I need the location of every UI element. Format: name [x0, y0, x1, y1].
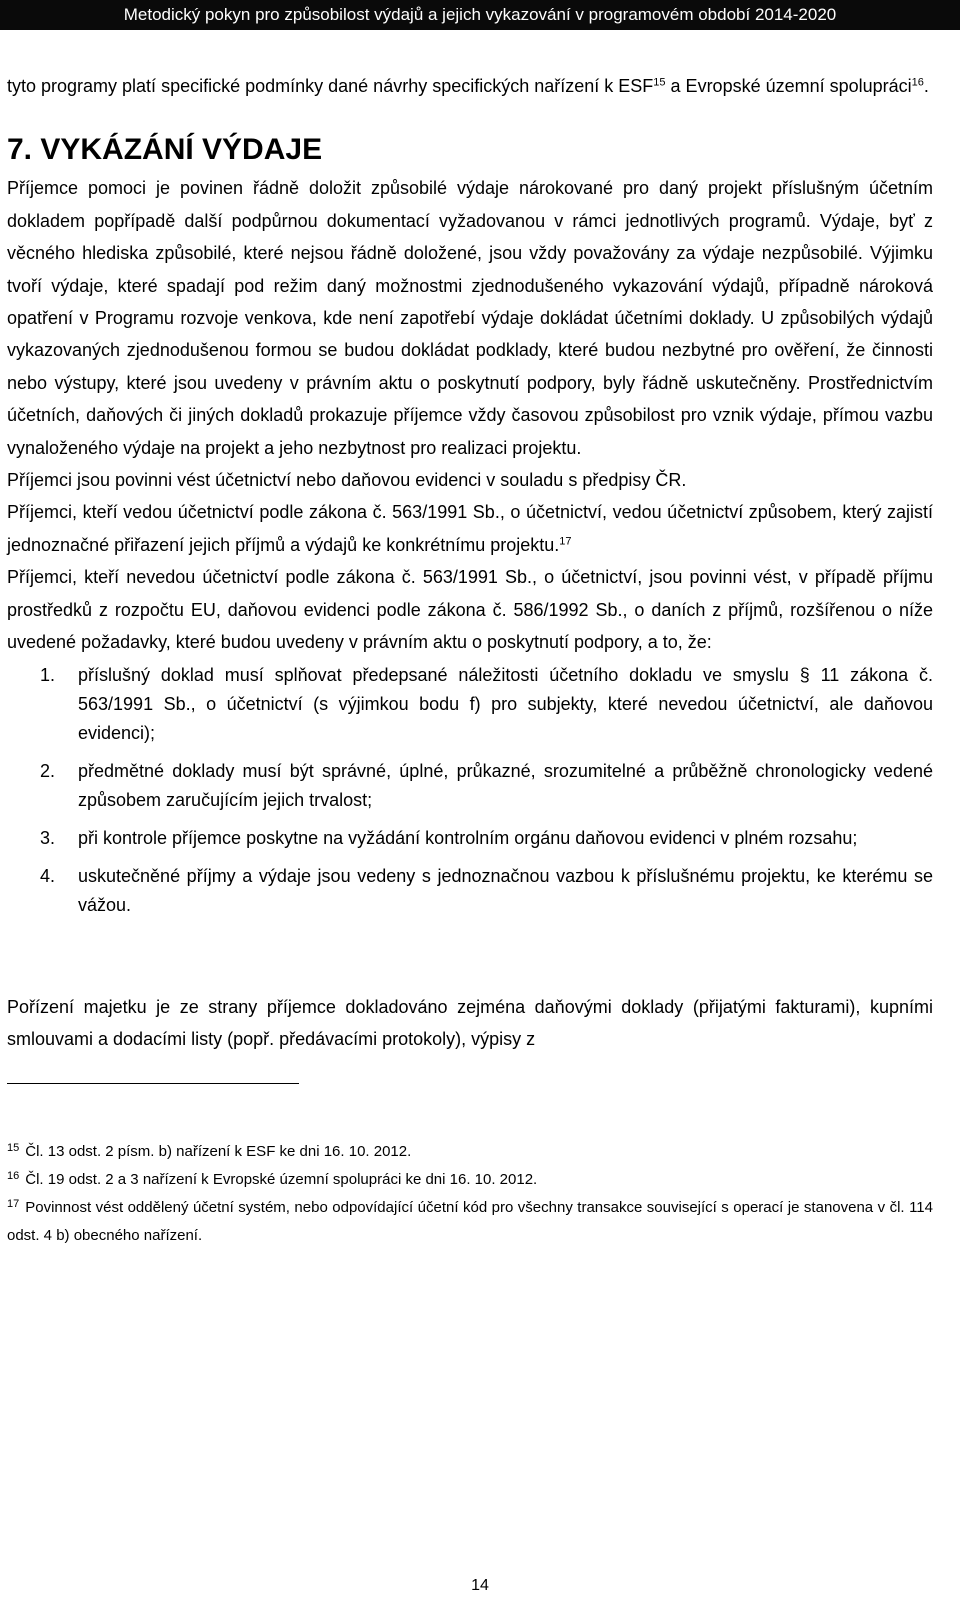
- list-item-number: 1.: [40, 664, 56, 685]
- list-item: [7, 824, 933, 853]
- list-item-text: příslušný doklad musí splňovat předepsané náležitosti účetního dokladu ve smyslu § 11 zákona č. 563/1991 Sb., o účetnictví (s výjimkou bodu f) pro subjekty, které nevedou účetnictví, ale daňovou evidenci);: [78, 664, 933, 743]
- footnote-number: 17: [7, 1197, 20, 1210]
- spacer: [7, 929, 933, 991]
- header-title: Metodický pokyn pro způsobilost výdajů a jejich vykazování v programovém období 2014-2020: [123, 5, 837, 24]
- footnote-text: Čl. 13 odst. 2 písm. b) nařízení k ESF ke dni 16. 10. 2012.: [25, 1143, 412, 1161]
- list-item-number: 4.: [40, 865, 56, 886]
- footnotes: [7, 1138, 933, 1250]
- paragraph-4: Příjemci, kteří nevedou účetnictví podle zákona č. 563/1991 Sb., o účetnictví, jsou povinni vést, v případě příjmu prostředků z rozpočtu EU, daňovou evidenci podle zákona č. 586/1992 Sb., o daních z příjmů, rozšířenou o níže uvedené požadavky, které budou uvedeny v právním aktu o poskytnutí podpory, a to, že:: [7, 567, 933, 653]
- list-item-text: uskutečněné příjmy a výdaje jsou vedeny s jednoznačnou vazbou k příslušnému projektu, ke kterému se vážou.: [78, 865, 933, 915]
- paragraph-3: Příjemci, kteří vedou účetnictví podle zákona č. 563/1991 Sb., o účetnictví, vedou účetnictví způsobem, který zajistí jednoznačné přiřazení jejich příjmů a výdajů ke konkrétnímu projektu.$^{17}$: [7, 502, 933, 555]
- page-number: 14: [471, 1577, 489, 1594]
- paragraph-2: Příjemci jsou povinni vést účetnictví nebo daňovou evidenci v souladu s předpisy ČR.: [7, 470, 687, 491]
- document-body: [7, 70, 933, 1250]
- intro-paragraph: tyto programy platí specifické podmínky dané návrhy specifických nařízení k ESF$^{15}$ a Evropské územní spolupráci$^{16}$.: [7, 76, 929, 96]
- footnote-text: Povinnost vést oddělený účetní systém, nebo odpovídající účetní kód pro všechny transakce související s operací je stanovena v čl. 114 odst. 4 b) obecného nařízení.: [7, 1199, 933, 1245]
- paragraph-1: Příjemce pomoci je povinen řádně doložit způsobilé výdaje nárokované pro daný projekt příslušným účetním dokladem popřípadě další podpůrnou dokumentací vyžadovanou v rámci jednotlivých programů. Výdaje, byť z věcného hlediska způsobilé, které nejsou řádně doložené, jsou vždy považovány za výdaje nezpůsobilé. Výjimku tvoří výdaje, které spadají pod režim daný možnostmi zjednodušeného vykazování výdajů, případně nároková opatření v Programu rozvoje venkova, kde není zapotřebí výdaje dokládat účetními doklady. U způsobilých výdajů vykazovaných zjednodušenou formou se budou dokládat podklady, které budou nezbytné pro ověření, že činnosti nebo výstupy, které jsou uvedeny v právním aktu o poskytnutí podpory, byly řádně uskutečněny. Prostřednictvím účetních, daňových či jiných dokladů prokazuje příjemce vždy časovou způsobilost pro vznik výdaje, přímou vazbu vynaloženého výdaje na projekt a jeho nezbytnost pro realizaci projektu.: [7, 178, 933, 458]
- footnote-15: [7, 1138, 933, 1166]
- list-item: [7, 661, 933, 748]
- list-item-text: předmětné doklady musí být správné, úplné, průkazné, srozumitelné a průběžně chronologicky vedené způsobem zaručujícím jejich trvalost;: [78, 760, 933, 810]
- paragraph-5: Pořízení majetku je ze strany příjemce dokladováno zejména daňovými doklady (přijatými fakturami), kupními smlouvami a dodacími listy (popř. předávacími protokoly), výpisy z: [7, 996, 933, 1049]
- list-item: [7, 862, 933, 920]
- footnote-17: [7, 1194, 933, 1250]
- footnote-ref-17[interactable]: 17: [559, 535, 572, 548]
- footnote-16: [7, 1166, 933, 1194]
- page-header: [0, 0, 960, 30]
- footnote-separator: [7, 1083, 299, 1084]
- section-title: 7. VYKÁZÁNÍ VÝDAJE: [7, 133, 323, 167]
- footnote-ref-15[interactable]: 15: [653, 76, 666, 89]
- footnote-text: Čl. 19 odst. 2 a 3 nařízení k Evropské územní spolupráci ke dni 16. 10. 2012.: [25, 1171, 538, 1189]
- list-item: [7, 757, 933, 815]
- footnote-ref-16[interactable]: 16: [911, 76, 924, 89]
- requirements-list: [7, 661, 933, 920]
- list-item-number: 3.: [40, 827, 56, 848]
- footnote-number: 15: [7, 1141, 20, 1154]
- list-item-text: při kontrole příjemce poskytne na vyžádání kontrolním orgánu daňovou evidenci v plném rozsahu;: [78, 827, 858, 848]
- footnote-number: 16: [7, 1169, 20, 1182]
- list-item-number: 2.: [40, 760, 56, 781]
